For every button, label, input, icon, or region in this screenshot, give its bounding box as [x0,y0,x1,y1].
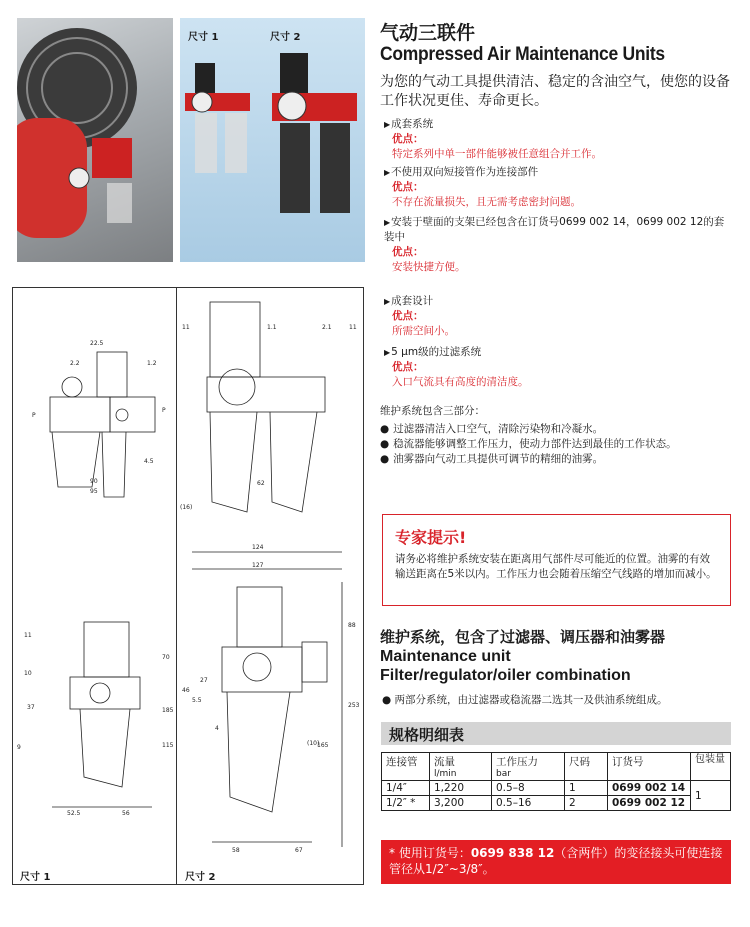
technical-drawings [12,287,364,885]
svg-text:4.5: 4.5 [144,458,154,465]
footnote-box: * 使用订货号：0699 838 12（含两件）的变径接头可使连接管径从1/2″~3/8″。 [381,840,731,884]
svg-text:56: 56 [122,810,130,817]
svg-text:11: 11 [349,324,357,331]
svg-text:5.5: 5.5 [192,697,202,704]
parts-item: ● 稳流器能够调整工作压力，使动力部件达到最佳的工作状态。 [380,437,740,452]
svg-text:27: 27 [200,677,208,684]
svg-text:1.2: 1.2 [147,360,157,367]
svg-text:(16): (16) [180,504,193,511]
units-illustration [180,18,365,262]
svg-text:9: 9 [17,744,21,751]
svg-text:62: 62 [257,480,265,487]
table-header-row: 连接管 流量 l/min 工作压力 bar 尺码 订货号 包装量 [382,753,731,781]
tip-text: 请务必将维护系统安装在距离用气部件尽可能近的位置。油雾的有效输送距离在5米以内。工作压力也会随着压缩空气线路的增加而减小。 [395,553,717,580]
page-title-cn: 气动三联件 [380,22,476,44]
photo-size1-label: 尺寸 1 [188,32,219,43]
feature-item: ▶ 成套系统 优点： 特定系列中单一部件能够被任意组合并工作。 [384,117,734,162]
parts-section [380,404,740,467]
svg-text:90: 90 [90,478,98,485]
tip-title: 专家提示! [395,528,467,547]
parts-item: ● 过滤器清洁入口空气，清除污染物和冷凝水。 [380,422,740,437]
svg-text:10: 10 [24,670,32,677]
svg-text:70: 70 [162,654,170,661]
svg-text:P: P [162,407,166,414]
feature-item: ▶ 安装于壁面的支架已经包含在订货号0699 002 14，0699 002 12的套装中 优点： 安装快捷方便。 [384,215,734,275]
table-row: 1/2″ * 3,200 0.5–16 2 0699 002 12 [382,796,731,811]
svg-text:185: 185 [162,707,174,714]
svg-text:11: 11 [24,632,32,639]
parts-intro: 维护系统包含三部分： [380,405,485,417]
compressor-photo [17,18,173,262]
parts-item: ● 油雾器向气动工具提供可调节的精细的油雾。 [380,452,740,467]
photo-size2-label: 尺寸 2 [270,32,301,43]
svg-text:11: 11 [182,324,190,331]
svg-text:124: 124 [252,544,264,551]
svg-text:127: 127 [252,562,264,569]
maintenance-heading: 维护系统，包含了过滤器、调压器和油雾器 Maintenance unit Filter/regulator/oiler combination [380,628,666,684]
feature-item: ▶ 不使用双向短接管作为连接部件 优点： 不存在流量损失，且无需考虑密封问题。 [384,165,734,210]
svg-text:4: 4 [215,725,219,732]
svg-text:2.1: 2.1 [322,324,332,331]
svg-text:67: 67 [295,847,303,854]
svg-text:1.1: 1.1 [267,324,277,331]
svg-text:22.5: 22.5 [90,340,104,347]
products-photo [180,18,365,262]
svg-text:P: P [32,412,36,419]
expert-tip-box [382,514,731,606]
svg-text:253: 253 [348,702,360,709]
drawing-size1-label: 尺寸 1 [20,872,51,883]
svg-text:165: 165 [317,742,329,749]
svg-text:2.2: 2.2 [70,360,80,367]
intro-text: 为您的气动工具提供清洁、稳定的含油空气，使您的设备工作状况更佳、寿命更长。 [380,74,730,109]
maintenance-note: ● 两部分系统，由过滤器或稳流器二选其一及供油系统组成。 [382,694,668,706]
svg-text:58: 58 [232,847,240,854]
svg-text:95: 95 [90,488,98,495]
page-title-en: Compressed Air Maintenance Units [380,44,665,65]
svg-text:37: 37 [27,704,35,711]
spec-title: 规格明细表 [381,722,731,745]
svg-text:52.5: 52.5 [67,810,81,817]
svg-text:115: 115 [162,742,174,749]
feature-item: ▶ 5 µm级的过滤系统 优点： 入口气流具有高度的清洁度。 [384,345,734,390]
spec-table [381,752,731,811]
table-row: 1/4″ 1,220 0.5–8 1 0699 002 14 1 [382,781,731,796]
svg-text:88: 88 [348,622,356,629]
compressor-illustration [17,18,173,262]
drawing-size2-label: 尺寸 2 [185,872,216,883]
svg-text:(10): (10) [307,740,320,747]
dimension-labels [17,324,360,854]
svg-text:46: 46 [182,687,190,694]
feature-item: ▶ 成套设计 优点： 所需空间小。 [384,294,734,339]
